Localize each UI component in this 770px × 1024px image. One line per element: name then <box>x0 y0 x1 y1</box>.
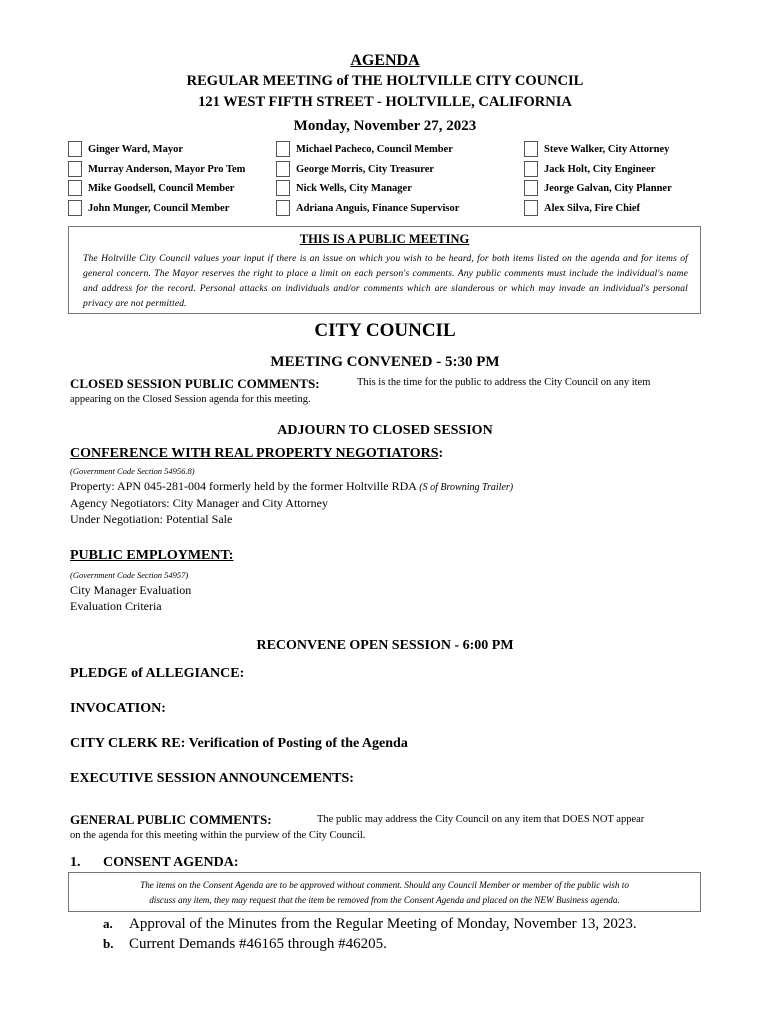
roster-item <box>68 199 229 217</box>
consent-item <box>103 916 637 933</box>
roster-item <box>68 179 234 197</box>
consent-agenda-note <box>68 872 701 912</box>
consent-item-text: Current Demands #46165 through #46205. <box>129 936 387 952</box>
closed-session-comments-text: This is the time for the public to address the City Council on any item <box>357 377 651 388</box>
attendance-checkbox[interactable] <box>524 161 538 177</box>
roster-name: George Morris, City Treasurer <box>296 163 435 175</box>
roster-item <box>276 160 434 178</box>
agency-negotiators: Agency Negotiators: City Manager and City Attorney <box>70 496 328 510</box>
roster-item <box>524 199 640 217</box>
employment-code-citation: (Government Code Section 54957) <box>70 570 189 580</box>
attendance-checkbox[interactable] <box>276 200 290 216</box>
roster-name: Nick Wells, City Manager <box>296 182 412 194</box>
consent-item-letter: a. <box>103 916 113 931</box>
adjourn-closed-session: ADJOURN TO CLOSED SESSION <box>277 423 493 438</box>
city-clerk-heading: CITY CLERK RE: Verification of Posting of the Agenda <box>70 736 408 751</box>
consent-item <box>103 936 387 953</box>
roster-item <box>276 179 412 197</box>
notice-title: THIS IS A PUBLIC MEETING <box>299 232 470 246</box>
roster-name: Adriana Anguis, Finance Supervisor <box>296 202 460 214</box>
notice-text: The Holtville City Council values your input if there is an issue on which you wish to be heard, for both items listed on the agenda and for items of general concern. The Mayor reserves the right to place a limit on each person's comments. Any public comments must include the individual's name and address for the record. Personal attacks on individuals and/or comments which are slanderous or which may invade an individual's personal privacy are not permitted. <box>83 253 688 309</box>
consent-note-text <box>69 878 700 908</box>
general-public-comments-label: GENERAL PUBLIC COMMENTS: <box>70 812 272 827</box>
general-public-comments-text: The public may address the City Council on any item that DOES NOT appear <box>317 814 645 825</box>
roster-name: Steve Walker, City Attorney <box>544 143 670 155</box>
invocation-heading: INVOCATION: <box>70 701 166 716</box>
general-public-comments-text-cont: on the agenda for this meeting within the purview of the City Council. <box>70 830 366 841</box>
attendance-checkbox[interactable] <box>524 141 538 157</box>
conference-heading <box>70 444 443 462</box>
public-employment-heading: PUBLIC EMPLOYMENT: <box>70 548 234 563</box>
meeting-convened: MEETING CONVENED - 5:30 PM <box>270 354 500 370</box>
meeting-title: REGULAR MEETING of THE HOLTVILLE CITY COUNCIL <box>186 73 584 89</box>
attendance-checkbox[interactable] <box>68 161 82 177</box>
meeting-address: 121 WEST FIFTH STREET - HOLTVILLE, CALIFORNIA <box>198 94 572 110</box>
roster-item <box>524 160 655 178</box>
roster-item <box>276 140 453 158</box>
consent-item-letter: b. <box>103 936 114 951</box>
roster-name: Michael Pacheco, Council Member <box>296 143 453 155</box>
pledge-heading: PLEDGE of ALLEGIANCE: <box>70 666 245 681</box>
roster-name: Alex Silva, Fire Chief <box>544 202 641 214</box>
consent-agenda-heading: CONSENT AGENDA: <box>103 855 239 870</box>
attendance-checkbox[interactable] <box>276 161 290 177</box>
attendance-checkbox[interactable] <box>524 200 538 216</box>
attendance-checkbox[interactable] <box>68 200 82 216</box>
roster-item <box>68 160 245 178</box>
meeting-date: Monday, November 27, 2023 <box>293 118 477 134</box>
reconvene-open-session: RECONVENE OPEN SESSION - 6:00 PM <box>256 638 514 653</box>
employment-item: City Manager Evaluation <box>70 583 192 597</box>
roster-item <box>276 199 459 217</box>
property-text: Property: APN 045-281-004 formerly held by the former Holtville RDA <box>70 479 417 493</box>
public-meeting-notice <box>68 226 701 314</box>
attendance-checkbox[interactable] <box>68 141 82 157</box>
city-council-heading: CITY COUNCIL <box>314 320 456 341</box>
conference-heading-colon: : <box>438 446 444 461</box>
consent-note-line: discuss any item, they may request that the item be removed from the Consent Agenda and placed on the NEW Business agenda. <box>149 895 620 905</box>
roster-item <box>524 140 669 158</box>
consent-note-line: The items on the Consent Agenda are to be approved without comment. Should any Council Member or member of the public wish to <box>140 880 629 890</box>
roster-name: Ginger Ward, Mayor <box>88 143 183 155</box>
attendance-checkbox[interactable] <box>68 180 82 196</box>
executive-session-heading: EXECUTIVE SESSION ANNOUNCEMENTS: <box>70 771 354 786</box>
roster-name: Mike Goodsell, Council Member <box>88 182 235 194</box>
roster-name: Jack Holt, City Engineer <box>544 163 656 175</box>
attendance-checkbox[interactable] <box>276 141 290 157</box>
roster-name: John Munger, Council Member <box>88 202 230 214</box>
closed-session-comments-text-cont: appearing on the Closed Session agenda for this meeting. <box>70 394 311 405</box>
consent-item-text: Approval of the Minutes from the Regular Meeting of Monday, November 13, 2023. <box>129 916 637 932</box>
roster-name: Jeorge Galvan, City Planner <box>544 182 672 194</box>
roster-item <box>524 179 672 197</box>
property-line <box>70 479 513 494</box>
conference-heading-text: CONFERENCE WITH REAL PROPERTY NEGOTIATORS <box>70 446 439 461</box>
under-negotiation: Under Negotiation: Potential Sale <box>70 512 233 526</box>
consent-agenda-number: 1. <box>70 855 81 870</box>
attendance-checkbox[interactable] <box>524 180 538 196</box>
attendance-checkbox[interactable] <box>276 180 290 196</box>
property-note: (S of Browning Trailer) <box>419 482 514 493</box>
conference-code-citation: (Government Code Section 54956.8) <box>70 466 195 476</box>
employment-item: Evaluation Criteria <box>70 599 162 613</box>
roster-name: Murray Anderson, Mayor Pro Tem <box>88 163 246 175</box>
closed-session-comments-label: CLOSED SESSION PUBLIC COMMENTS: <box>70 376 320 391</box>
roster-item <box>68 140 183 158</box>
agenda-title: AGENDA <box>350 52 420 69</box>
